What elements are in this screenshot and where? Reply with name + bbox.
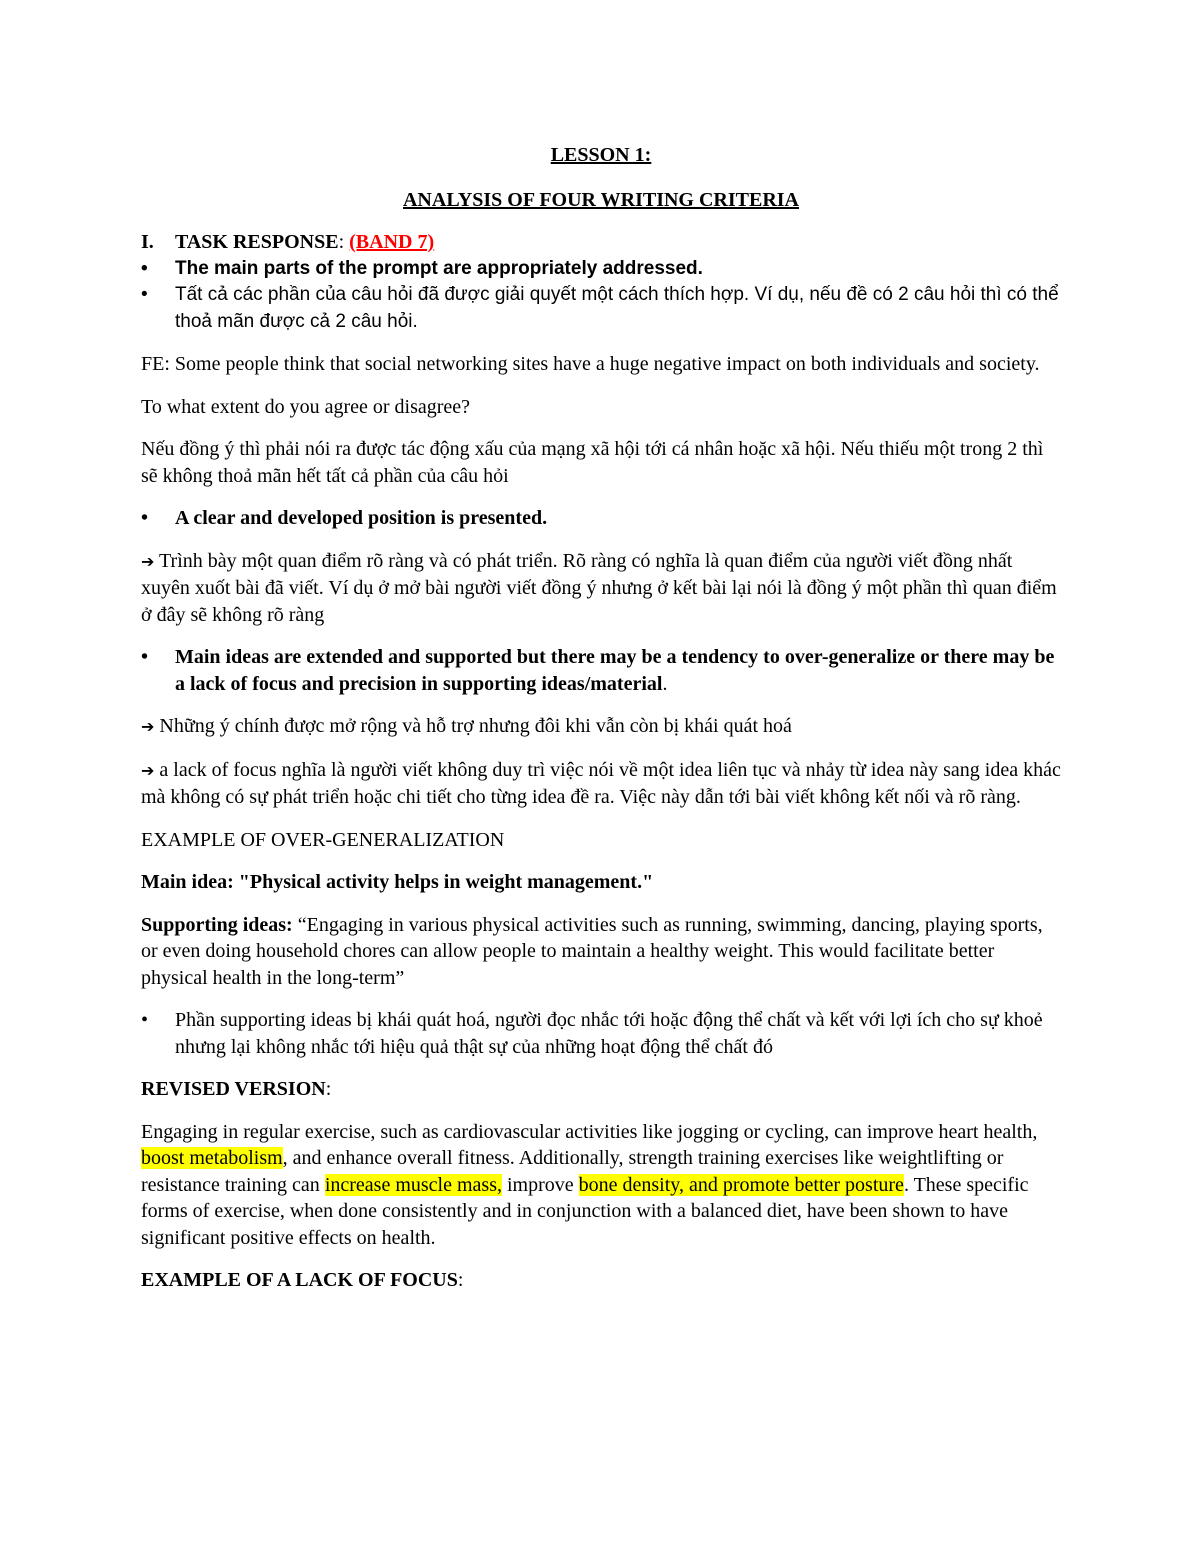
arrow-right-icon: ➔ xyxy=(141,717,155,736)
arrow-right-icon: ➔ xyxy=(141,551,155,571)
document-body xyxy=(141,142,1061,1294)
example-prompt: FE: Some people think that social networking sites have a huge negative impact on both individuals and society. xyxy=(141,353,1040,375)
highlighted-text: bone density, and promote better posture xyxy=(578,1173,904,1196)
explanation-text: Trình bày một quan điểm rõ ràng và có phát triển. Rõ ràng có nghĩa là quan điểm của người viết đồng nhất xuyên xuốt bài đã viết. Ví dụ ở mở bài người viết đồng ý nhưng ở kết bài lại nói là đồng ý một phần thì quan điểm ở đây sẽ không rõ ràng xyxy=(141,549,1057,626)
section-separator: : xyxy=(338,231,345,253)
section-heading-overgeneralization: EXAMPLE OF OVER-GENERALIZATION xyxy=(141,828,505,851)
bullet-icon: • xyxy=(141,1009,149,1031)
explanation-text: a lack of focus nghĩa là người viết không duy trì việc nói về một idea liên tục và nhảy từ idea này sang idea khác mà không có sự phát triển hoặc chi tiết cho từng idea đề ra. Việc này dẫn tới bài viết không kết nối và rõ ràng. xyxy=(141,758,1061,808)
supporting-label: Supporting ideas: xyxy=(141,913,293,936)
bullet-text: The main parts of the prompt are appropriately addressed. xyxy=(175,257,703,279)
prompt-question: To what extent do you agree or disagree? xyxy=(141,395,471,418)
lesson-subtitle: ANALYSIS OF FOUR WRITING CRITERIA xyxy=(402,188,799,211)
bullet-text: A clear and developed position is presented. xyxy=(175,507,548,529)
bullet-icon: • xyxy=(141,507,149,529)
highlighted-text: increase muscle mass, xyxy=(324,1173,502,1196)
bullet-item xyxy=(141,256,1061,283)
revised-text: Engaging in regular exercise, such as cardiovascular activities like jogging or cycling, can improve heart health, xyxy=(141,1120,1038,1143)
vn-explanation xyxy=(141,548,1061,629)
bullet-text: Main ideas are extended and supported but there may be a tendency to over-generalize or there may be a lack of focus and precision in supporting ideas/material xyxy=(175,646,1055,695)
bullet-item xyxy=(141,282,1061,335)
vn-explanation xyxy=(141,713,1061,741)
revised-text: , and enhance overall fitness. Additionally, strength training exercises like weightlifting or resistance training can xyxy=(141,1147,1004,1196)
revised-heading-colon: : xyxy=(325,1078,332,1100)
revised-heading-text: REVISED VERSION xyxy=(141,1078,326,1100)
bullet-icon: • xyxy=(141,284,148,305)
bullet-icon: • xyxy=(141,257,148,279)
highlighted-text: boost metabolism xyxy=(141,1147,283,1169)
section-number: I. xyxy=(141,231,154,253)
lack-focus-heading-text: EXAMPLE OF A LACK OF FOCUS xyxy=(141,1269,458,1291)
revised-text: . These specific forms of exercise, when done consistently and in conjunction with a balanced diet, have been shown to have significant positive effects on health. xyxy=(141,1173,1029,1249)
section-name: TASK RESPONSE xyxy=(175,231,339,253)
main-idea: Main idea: "Physical activity helps in weight management." xyxy=(141,871,654,893)
section-heading xyxy=(141,229,1061,256)
lack-focus-heading-colon: : xyxy=(457,1269,464,1291)
arrow-right-icon: ➔ xyxy=(141,760,155,780)
lack-focus-heading xyxy=(141,1267,1061,1294)
band-label: (BAND 7) xyxy=(349,231,435,253)
bullet-item xyxy=(141,1007,1061,1060)
bullet-text: Phần supporting ideas bị khái quát hoá, người đọc nhắc tới hoặc động thể chất và kết với lợi ích cho sự khoẻ nhưng lại không nhắc tới hiệu quả thật sự của những hoạt động thể chất đó xyxy=(175,1009,1043,1058)
bullet-text-end: . xyxy=(662,672,668,695)
supporting-ideas xyxy=(141,912,1061,992)
explanation-text: Những ý chính được mở rộng và hỗ trợ nhưng đôi khi vẫn còn bị khái quát hoá xyxy=(154,715,792,737)
revised-text: improve xyxy=(501,1173,579,1196)
vn-explanation xyxy=(141,757,1061,811)
bullet-item xyxy=(141,505,1061,532)
vn-explanation: Nếu đồng ý thì phải nói ra được tác động xấu của mạng xã hội tới cá nhân hoặc xã hội. Nếu thiếu một trong 2 thì sẽ không thoả mãn hết tất cả phần của câu hỏi xyxy=(141,438,1044,487)
bullet-text: Tất cả các phần của câu hỏi đã được giải quyết một cách thích hợp. Ví dụ, nếu đề có 2 câu hỏi thì có thể thoả mãn được cả 2 câu hỏi. xyxy=(175,284,1059,332)
revised-heading xyxy=(141,1076,1061,1103)
revised-paragraph xyxy=(141,1119,1061,1252)
bullet-icon: • xyxy=(141,646,149,668)
supporting-text: “Engaging in various physical activities such as running, swimming, dancing, playing sports, or even doing household chores can allow people to maintain a healthy weight. This would facilitate better physical health in the long-term” xyxy=(141,913,1043,989)
lesson-title: LESSON 1: xyxy=(550,144,652,166)
bullet-item xyxy=(141,644,1061,697)
